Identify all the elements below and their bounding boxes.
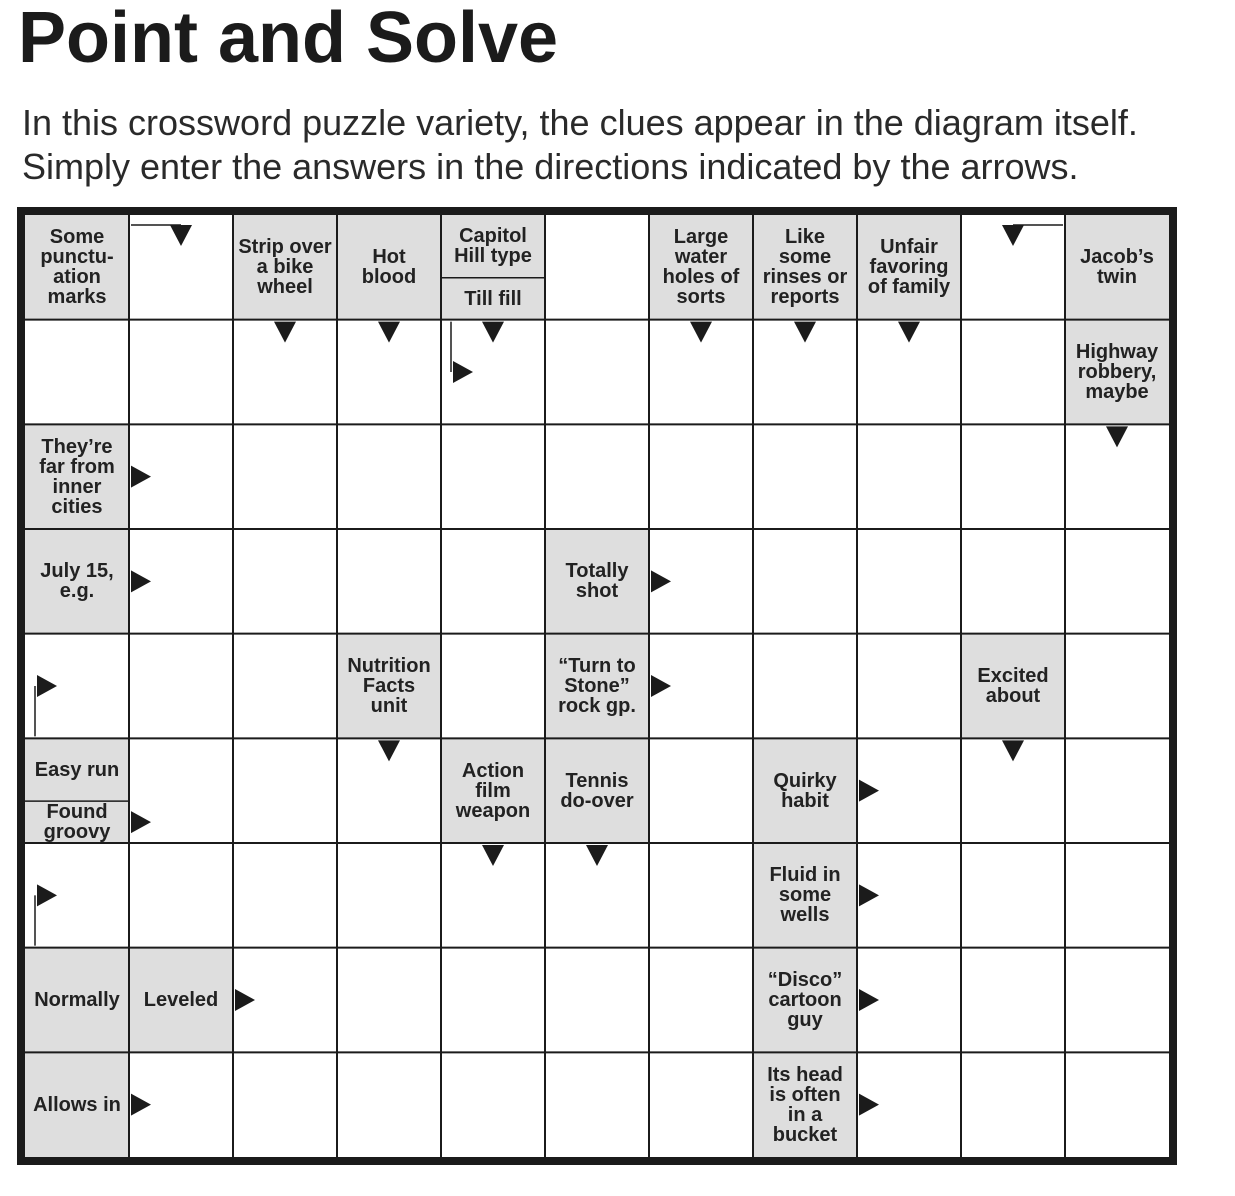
answer-cell[interactable]: [25, 634, 129, 739]
clue-cell-totally-shot: [545, 529, 649, 634]
clue-cell-its-head-is-often-in-a-bucket: [753, 1052, 857, 1157]
answer-cell[interactable]: [857, 529, 961, 634]
clue-text: They’re far from inner cities: [39, 435, 115, 518]
answer-cell[interactable]: [1065, 529, 1169, 634]
page-title: Point and Solve: [18, 0, 559, 78]
clue-text: Some punctu- ation marks: [40, 226, 114, 309]
clue-cell-excited-about: [961, 634, 1065, 739]
answer-cell[interactable]: [857, 634, 961, 739]
answer-cell[interactable]: [129, 215, 233, 320]
answer-cell[interactable]: [649, 738, 753, 843]
answer-cell[interactable]: [961, 424, 1065, 529]
answer-cell[interactable]: [961, 738, 1065, 843]
answer-cell[interactable]: [961, 843, 1065, 948]
answer-cell[interactable]: [857, 320, 961, 425]
clue-text: Strip over a bike wheel: [238, 236, 332, 299]
answer-cell[interactable]: [337, 424, 441, 529]
answer-cell[interactable]: [545, 1052, 649, 1157]
answer-cell[interactable]: [857, 1052, 961, 1157]
clue-cell-strip-over-a-bike-wheel: [233, 215, 337, 320]
clue-text: Large water holes of sorts: [662, 226, 740, 309]
answer-cell[interactable]: [233, 634, 337, 739]
answer-cell[interactable]: [857, 843, 961, 948]
answer-cell[interactable]: [337, 320, 441, 425]
answer-cell[interactable]: [129, 529, 233, 634]
clue-cell-highway-robbery-maybe: [1065, 320, 1169, 425]
answer-cell[interactable]: [649, 948, 753, 1053]
clue-cell-turn-to-stone-rock-gp: [545, 634, 649, 739]
answer-cell[interactable]: [857, 738, 961, 843]
clue-text: Found groovy: [43, 801, 111, 844]
answer-cell[interactable]: [129, 1052, 233, 1157]
clue-text: Leveled: [143, 988, 219, 1011]
clue-cell-till-fill: [441, 278, 545, 320]
clue-cell-fluid-in-some-wells: [753, 843, 857, 948]
clue-cell-some-punctuation-marks: [25, 215, 129, 320]
clue-text: Highway robbery, maybe: [1075, 340, 1159, 403]
answer-cell[interactable]: [545, 320, 649, 425]
clue-cell-jacobs-twin: [1065, 215, 1169, 320]
answer-cell[interactable]: [441, 843, 545, 948]
answer-cell[interactable]: [1065, 843, 1169, 948]
clue-text: Unfair favoring of family: [867, 236, 951, 299]
clue-cell-normally: [25, 948, 129, 1053]
clue-text: Its head is often in a bucket: [767, 1063, 843, 1146]
clue-cell-action-film-weapon: [441, 738, 545, 843]
answer-cell[interactable]: [25, 843, 129, 948]
clue-text: Easy run: [34, 758, 120, 781]
answer-cell[interactable]: [129, 320, 233, 425]
clue-cell-disco-cartoon-guy: [753, 948, 857, 1053]
clue-cell-easy-run: [25, 738, 129, 801]
answer-cell[interactable]: [1065, 424, 1169, 529]
answer-cell[interactable]: [545, 424, 649, 529]
clue-cell-nutrition-facts-unit: [337, 634, 441, 739]
answer-cell[interactable]: [753, 529, 857, 634]
answer-cell[interactable]: [649, 634, 753, 739]
clue-cell-tennis-do-over: [545, 738, 649, 843]
clue-cell-july-15-eg: [25, 529, 129, 634]
answer-cell[interactable]: [233, 948, 337, 1053]
clue-text: “Turn to Stone” rock gp.: [558, 654, 636, 717]
answer-cell[interactable]: [649, 424, 753, 529]
answer-cell[interactable]: [961, 320, 1065, 425]
clue-text: Normally: [34, 988, 120, 1011]
answer-cell[interactable]: [441, 1052, 545, 1157]
answer-cell[interactable]: [441, 634, 545, 739]
answer-cell[interactable]: [441, 948, 545, 1053]
clue-text: Action film weapon: [455, 759, 531, 822]
answer-cell[interactable]: [857, 948, 961, 1053]
answer-cell[interactable]: [337, 529, 441, 634]
answer-cell[interactable]: [545, 215, 649, 320]
answer-cell[interactable]: [337, 948, 441, 1053]
clue-cell-like-some-rinses-or-reports: [753, 215, 857, 320]
answer-cell[interactable]: [961, 948, 1065, 1053]
clue-text: Nutrition Facts unit: [347, 654, 431, 717]
clue-text: Excited about: [977, 664, 1049, 707]
clue-cell-leveled: [129, 948, 233, 1053]
clue-cell-theyre-far-from-inner-cities: [25, 424, 129, 529]
clue-text: Totally shot: [565, 560, 629, 603]
answer-cell[interactable]: [233, 424, 337, 529]
answer-cell[interactable]: [649, 1052, 753, 1157]
answer-cell[interactable]: [1065, 738, 1169, 843]
answer-cell[interactable]: [961, 215, 1065, 320]
answer-cell[interactable]: [233, 1052, 337, 1157]
answer-cell[interactable]: [129, 738, 233, 843]
answer-cell[interactable]: [1065, 634, 1169, 739]
clue-text: Capitol Hill type: [454, 225, 532, 268]
instructions-line-1: In this crossword puzzle variety, the clues appear in the diagram itself.: [22, 102, 1138, 143]
answer-cell[interactable]: [233, 529, 337, 634]
answer-cell[interactable]: [961, 529, 1065, 634]
answer-cell[interactable]: [649, 529, 753, 634]
answer-cell[interactable]: [649, 843, 753, 948]
answer-cell[interactable]: [233, 738, 337, 843]
answer-cell[interactable]: [753, 634, 857, 739]
clue-text: Hot blood: [361, 246, 417, 289]
answer-cell[interactable]: [233, 320, 337, 425]
clue-cell-capitol-hill-type: [441, 215, 545, 278]
clue-text: Tennis do-over: [560, 769, 634, 812]
answer-cell[interactable]: [337, 738, 441, 843]
answer-cell[interactable]: [1065, 948, 1169, 1053]
clue-text: Fluid in some wells: [769, 864, 841, 927]
answer-cell[interactable]: [441, 320, 545, 425]
answer-cell[interactable]: [129, 424, 233, 529]
clue-text: Allows in: [33, 1093, 121, 1116]
answer-cell[interactable]: [545, 843, 649, 948]
answer-cell[interactable]: [337, 1052, 441, 1157]
answer-cell[interactable]: [753, 320, 857, 425]
clue-text: July 15, e.g.: [40, 560, 114, 603]
clue-cell-large-water-holes-of-sorts: [649, 215, 753, 320]
answer-cell[interactable]: [649, 320, 753, 425]
clue-text: Like some rinses or reports: [762, 226, 848, 309]
crossword-grid: [17, 207, 1177, 1165]
clue-text: Jacob’s twin: [1080, 246, 1154, 289]
answer-cell[interactable]: [129, 634, 233, 739]
clue-text: “Disco” cartoon guy: [767, 968, 843, 1031]
clue-cell-allows-in: [25, 1052, 129, 1157]
clue-cell-hot-blood: [337, 215, 441, 320]
clue-cell-found-groovy: [25, 801, 129, 843]
clue-cell-unfair-favoring-of-family: [857, 215, 961, 320]
clue-cell-quirky-habit: [753, 738, 857, 843]
answer-cell[interactable]: [441, 424, 545, 529]
answer-cell[interactable]: [961, 1052, 1065, 1157]
answer-cell[interactable]: [857, 424, 961, 529]
answer-cell[interactable]: [545, 948, 649, 1053]
clue-text: Till fill: [464, 287, 522, 310]
instructions-line-2: Simply enter the answers in the directions indicated by the arrows.: [22, 146, 1079, 187]
answer-cell[interactable]: [25, 320, 129, 425]
answer-cell[interactable]: [233, 843, 337, 948]
answer-cell[interactable]: [753, 424, 857, 529]
answer-cell[interactable]: [441, 529, 545, 634]
clue-text: Quirky habit: [773, 769, 837, 812]
answer-cell[interactable]: [337, 843, 441, 948]
answer-cell[interactable]: [1065, 1052, 1169, 1157]
answer-cell[interactable]: [129, 843, 233, 948]
